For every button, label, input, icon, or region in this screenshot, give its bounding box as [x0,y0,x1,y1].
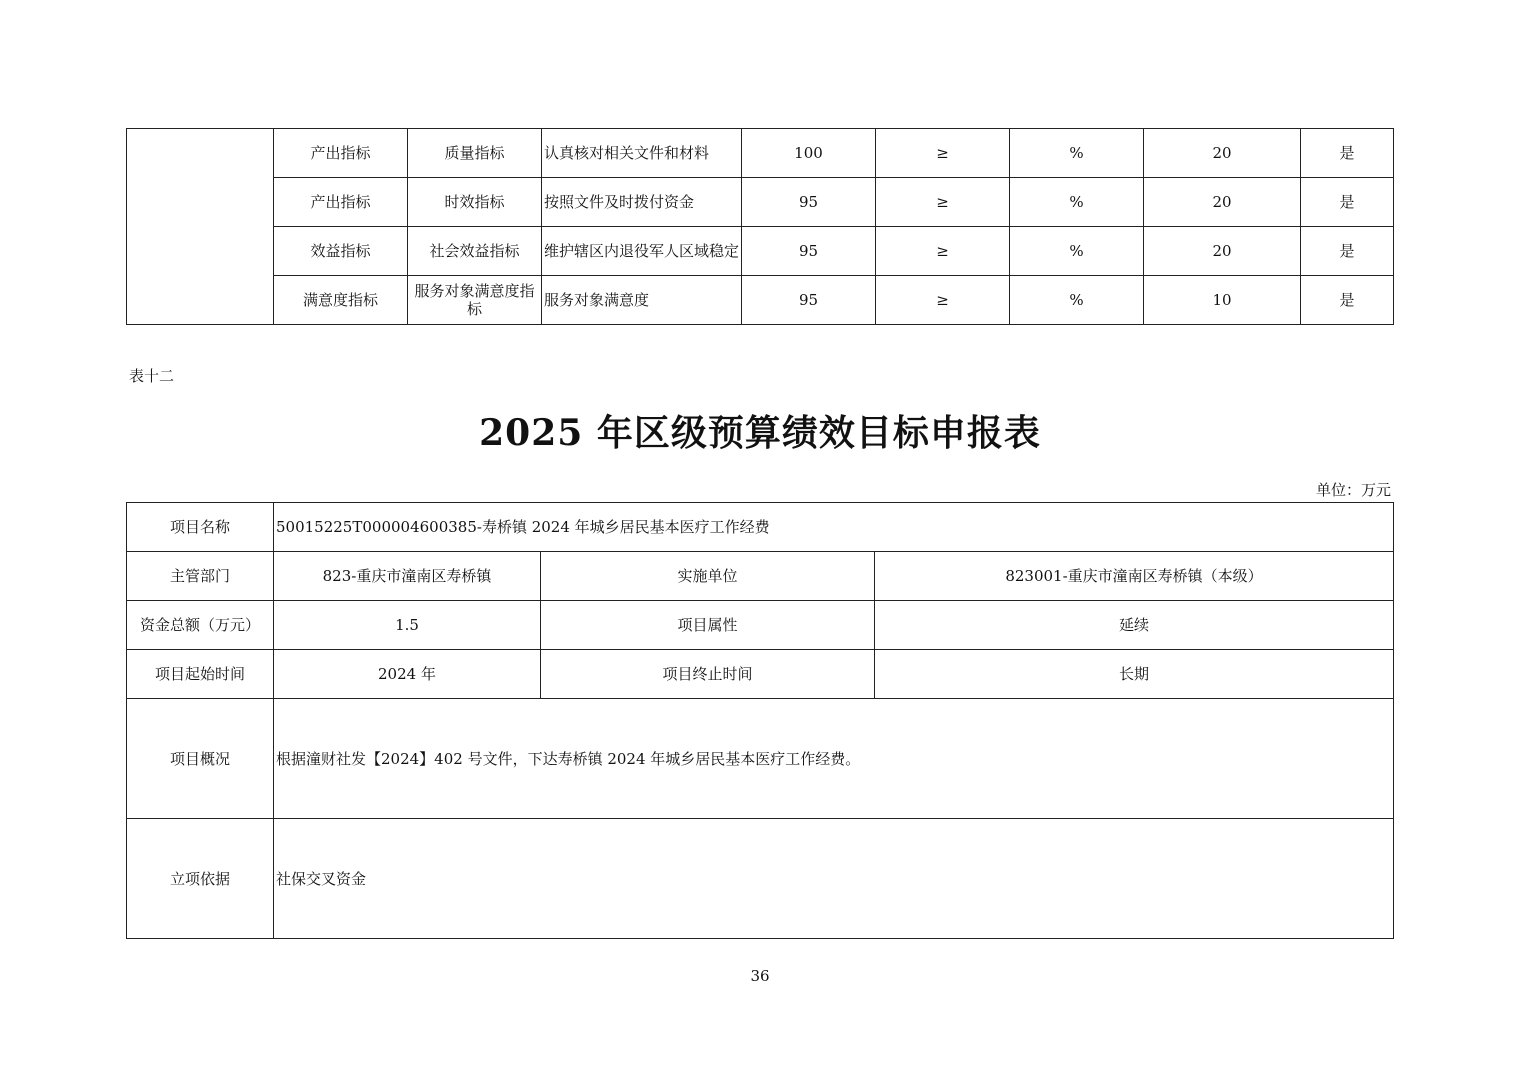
indicator-weight: 10 [1144,276,1301,325]
overview-label: 项目概况 [127,699,274,819]
level2-indicator: 社会效益指标 [408,227,542,276]
indicator-unit: % [1010,227,1144,276]
indicator-value: 100 [742,129,876,178]
table-row [127,650,1394,699]
total-funds-value: 1.5 [274,601,541,650]
unit-label: 单位：万元 [1315,481,1391,499]
attribute-label: 项目属性 [541,601,875,650]
table-row [127,601,1394,650]
indicator-unit: % [1010,129,1144,178]
table-row [127,129,1394,178]
level2-indicator: 服务对象满意度指标 [408,276,542,325]
indicator-unit: % [1010,276,1144,325]
total-funds-label: 资金总额（万元） [127,601,274,650]
indicator-operator: ≥ [876,129,1010,178]
indicator-operator: ≥ [876,178,1010,227]
page-title: 2025 年区级预算绩效目标申报表 [479,412,1041,454]
impl-unit-label: 实施单位 [541,552,875,601]
page-number: 36 [750,967,770,985]
table-row [127,227,1394,276]
dept-value: 823-重庆市潼南区寿桥镇 [274,552,541,601]
indicator-operator: ≥ [876,276,1010,325]
indicator-name: 维护辖区内退役军人区域稳定 [542,227,742,276]
end-time-value: 长期 [875,650,1394,699]
start-time-value: 2024 年 [274,650,541,699]
level1-indicator: 满意度指标 [274,276,408,325]
indicator-flag: 是 [1301,178,1394,227]
indicator-value: 95 [742,276,876,325]
indicator-flag: 是 [1301,129,1394,178]
table-row [127,699,1394,819]
table-number-label: 表十二 [129,367,175,385]
level1-indicator: 产出指标 [274,178,408,227]
start-time-label: 项目起始时间 [127,650,274,699]
table-row [127,276,1394,325]
level2-indicator: 时效指标 [408,178,542,227]
table-row [127,503,1394,552]
table-row [127,178,1394,227]
indicator-weight: 20 [1144,129,1301,178]
indicator-name: 按照文件及时拨付资金 [542,178,742,227]
basis-label: 立项依据 [127,819,274,939]
indicator-unit: % [1010,178,1144,227]
indicator-flag: 是 [1301,276,1394,325]
indicator-table [126,128,1394,325]
project-name-label: 项目名称 [127,503,274,552]
impl-unit-value: 823001-重庆市潼南区寿桥镇（本级） [875,552,1394,601]
basis-value: 社保交叉资金 [274,819,1394,939]
indicator-name: 认真核对相关文件和材料 [542,129,742,178]
table-row [127,552,1394,601]
attribute-value: 延续 [875,601,1394,650]
budget-declaration-table [126,502,1394,939]
table-row [127,819,1394,939]
dept-label: 主管部门 [127,552,274,601]
indicator-weight: 20 [1144,178,1301,227]
indicator-value: 95 [742,178,876,227]
indicator-operator: ≥ [876,227,1010,276]
indicator-name: 服务对象满意度 [542,276,742,325]
level2-indicator: 质量指标 [408,129,542,178]
blank-merged-cell [127,129,274,325]
indicator-flag: 是 [1301,227,1394,276]
project-name-value: 50015225T000004600385-寿桥镇 2024 年城乡居民基本医疗工作经费 [274,503,1394,552]
end-time-label: 项目终止时间 [541,650,875,699]
level1-indicator: 效益指标 [274,227,408,276]
level1-indicator: 产出指标 [274,129,408,178]
overview-value: 根据潼财社发【2024】402 号文件，下达寿桥镇 2024 年城乡居民基本医疗工作经费。 [274,699,1394,819]
indicator-weight: 20 [1144,227,1301,276]
indicator-value: 95 [742,227,876,276]
